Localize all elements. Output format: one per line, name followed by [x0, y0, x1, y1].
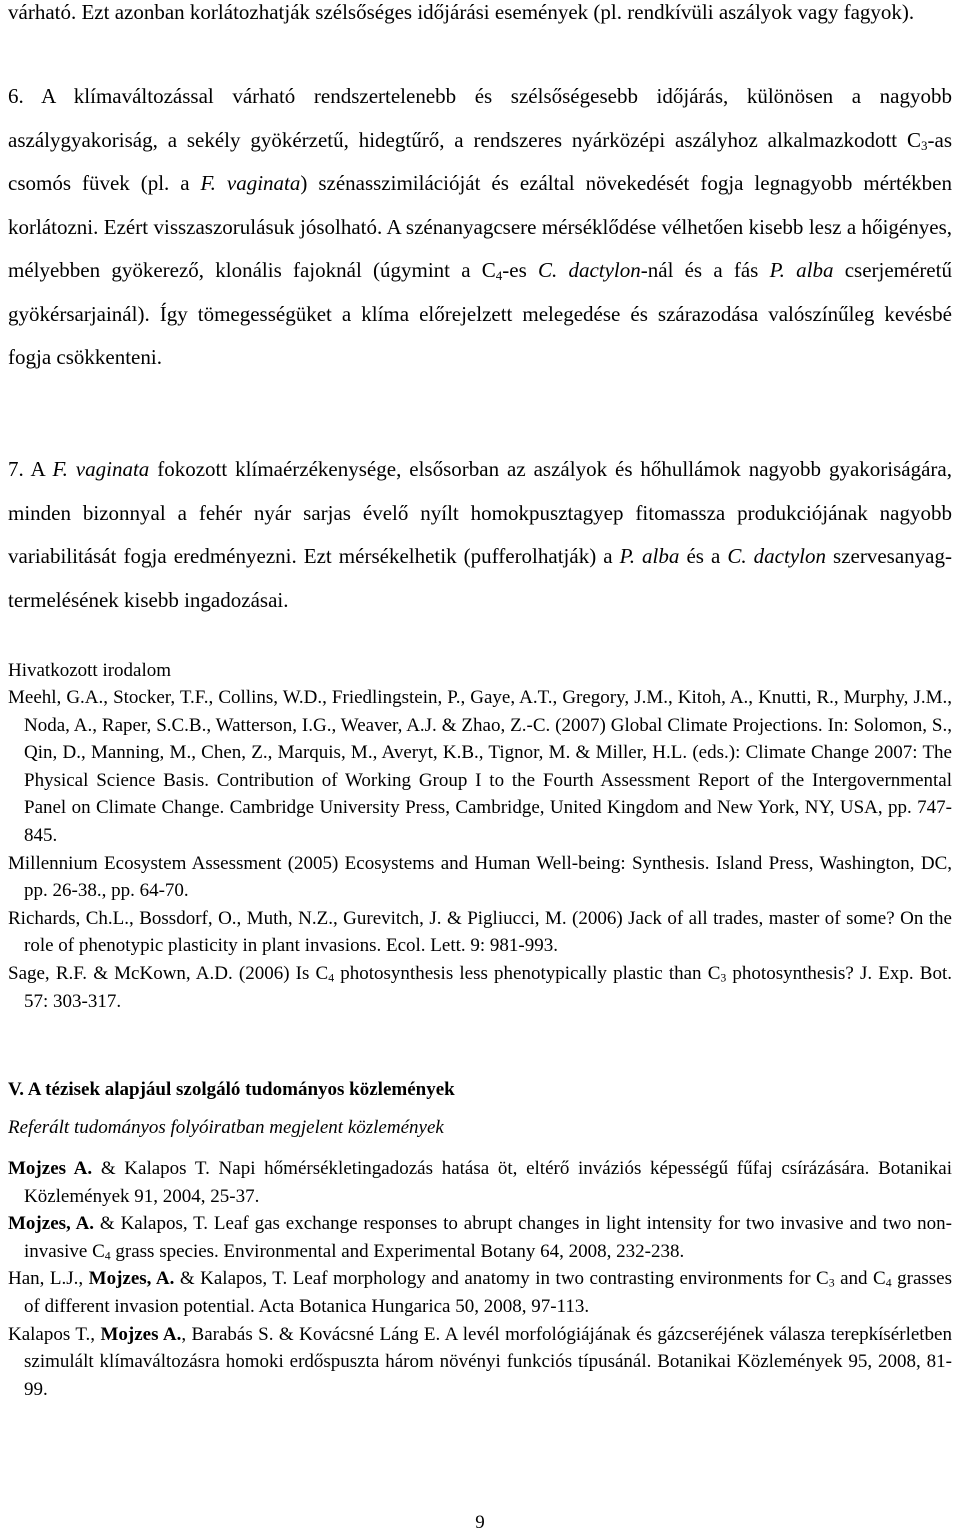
- text-run: fokozott klímaérzékenysége, elsősorban az aszályok és hőhullámok nagyobb gyakoriságára, minden bizonnyal a fehér nyár sarjas évelő nyílt homokpusztagyep fitomassza produkciójának nagyobb variabilitását fogja eredményezni. Ezt mérsékelhetik (pufferolhatják) a: [8, 457, 952, 568]
- text-run: , Barabás S. & Kovácsné Láng E. A levél morfológiájának és gázcseréjének válasza terepkísérletben szimulált klímaváltozásra homoki erdőspuszta három növényi funkciós típusánál. Botanikai Közlemények 95, 2008, 81-99.: [24, 1323, 952, 1400]
- subscript-run: 3: [720, 971, 727, 985]
- text-run: ) szénasszimilációját és ezáltal növekedését fogja legnagyobb mértékben korlátozni. Ezért visszaszorulásuk jósolható. A szénanyagcsere mérséklődése vélhetően kisebb lesz a hőigényes, mélyebben gyökerező, klonális fajoknál (úgymint a C: [8, 171, 952, 282]
- italic-run: P. alba: [619, 544, 680, 568]
- text-run: Meehl, G.A., Stocker, T.F., Collins, W.D., Friedlingstein, P., Gaye, A.T., Gregory, J.M., Kitoh, A., Knutti, R., Murphy, J.M., Noda, A., Raper, S.C.B., Watterson, I.G., Weaver, A.J. & Zhao, Z.-C. (2007) Global Climate Projections. In: Solomon, S., Qin, D., Manning, M., Chen, Z., Marquis, M., Averyt, K.B., Tignor, M. & Miller, H.L. (eds.): Climate Change 2007: The Physical Science Basis. Contribution of Working Group I to the Fourth Assessment Report of the Intergovernmental Panel on Climate Change. Cambridge University Press, Cambridge, United Kingdom and New York, NY, USA, pp. 747-845.: [8, 687, 952, 846]
- text-run: grass species. Environmental and Experimental Botany 64, 2008, 232-238.: [110, 1240, 685, 1262]
- text-run: -nál és a fás: [640, 258, 770, 282]
- text-run: -es: [502, 258, 538, 282]
- subscript-run: 3: [920, 137, 928, 153]
- text-run: Sage, R.F. & McKown, A.D. (2006) Is C: [8, 962, 329, 984]
- italic-run: C. dactylon: [727, 544, 826, 568]
- text-run: -as csomós füvek (pl. a: [8, 127, 952, 195]
- subscript-run: 4: [328, 971, 335, 985]
- references-heading: Hivatkozott irodalom: [8, 660, 172, 681]
- text-run: cserjeméretű gyökérsarjainál). Így tömegességüket a klíma előrejelzett melegedése és szárazodása valószínűleg kevésbé fogja csökkenteni.: [8, 258, 952, 369]
- subscript-run: 4: [495, 267, 503, 283]
- section-v-title: V. A tézisek alapjául szolgáló tudományos közlemények: [8, 1079, 455, 1100]
- publication-entry: [8, 1321, 952, 1404]
- text-run: 7. A: [8, 457, 53, 481]
- bold-run: Mojzes A.: [100, 1323, 182, 1345]
- text-run: and C: [834, 1268, 886, 1290]
- text-run: várható. Ezt azonban korlátozhatják szélsőséges időjárási események (pl. rendkívüli aszályok vagy fagyok).: [8, 0, 915, 24]
- intro-paragraph: [0, 0, 960, 28]
- bold-run: Mojzes, A.: [8, 1213, 95, 1235]
- reference-entry: [8, 850, 952, 905]
- text-run: 6. A klímaváltozással várható rendszertelenebb és szélsőségesebb időjárás, különösen a nagyobb aszálygyakoriság, a sekély gyökérzetű, hidegtűrő, a rendszeres nyárközépi aszályhoz alkalmazkodott C: [8, 84, 952, 152]
- bold-run: Mojzes A.: [8, 1158, 93, 1179]
- text-run: Kalapos T.,: [8, 1323, 101, 1345]
- italic-run: P. alba: [769, 258, 834, 282]
- text-run: szervesanyag-termelésének kisebb ingadozásai.: [8, 544, 952, 612]
- point-7-paragraph: [0, 448, 960, 622]
- page-number: 9: [475, 1512, 485, 1533]
- text-run: Millennium Ecosystem Assessment (2005) Ecosystems and Human Well-being: Synthesis. Island Press, Washington, DC, pp. 26-38., pp. 64-70.: [8, 852, 952, 902]
- publication-entry: [8, 1265, 952, 1320]
- text-run: photosynthesis? J. Exp. Bot. 57: 303-317.: [24, 962, 952, 1012]
- text-run: Richards, Ch.L., Bossdorf, O., Muth, N.Z., Gurevitch, J. & Pigliucci, M. (2006) Jack of all trades, master of some? On the role of phenotypic plasticity in plant invasions. Ecol. Lett. 9: 981-993.: [8, 907, 952, 957]
- reference-entry: [8, 905, 952, 960]
- point-6-paragraph: [0, 75, 960, 380]
- publication-entry: [8, 1210, 952, 1265]
- reference-entry: [8, 684, 952, 850]
- italic-run: F. vaginata: [52, 457, 150, 481]
- references-list: [0, 684, 960, 1015]
- text-run: Han, L.J.,: [8, 1268, 89, 1290]
- text-run: & Kalapos, T. Leaf gas exchange responses to abrupt changes in light intensity for two invasive and two non-invasive C: [24, 1213, 952, 1262]
- text-run: photosynthesis less phenotypically plastic than C: [334, 962, 721, 984]
- publication-entry: [8, 1155, 952, 1210]
- subscript-run: 4: [885, 1276, 892, 1290]
- text-run: grasses of different invasion potential. Acta Botanica Hungarica 50, 2008, 97-113.: [24, 1268, 952, 1317]
- text-run: & Kalapos, T. Leaf morphology and anatomy in two contrasting environments for C: [174, 1268, 829, 1290]
- section-v-subtitle: Referált tudományos folyóiratban megjelent közlemények: [8, 1117, 444, 1138]
- reference-entry: [8, 960, 952, 1015]
- italic-run: F. vaginata: [200, 171, 301, 195]
- publications-list: [0, 1155, 960, 1403]
- bold-run: Mojzes, A.: [88, 1268, 175, 1290]
- text-run: & Kalapos T. Napi hőmérsékletingadozás hatása öt, eltérő inváziós képességű fűfaj csírázására. Botanikai Közlemények 91, 2004, 25-37.: [24, 1158, 952, 1207]
- italic-run: C. dactylon: [537, 258, 641, 282]
- subscript-run: 3: [828, 1276, 835, 1290]
- text-run: és a: [679, 544, 728, 568]
- subscript-run: 4: [104, 1249, 111, 1263]
